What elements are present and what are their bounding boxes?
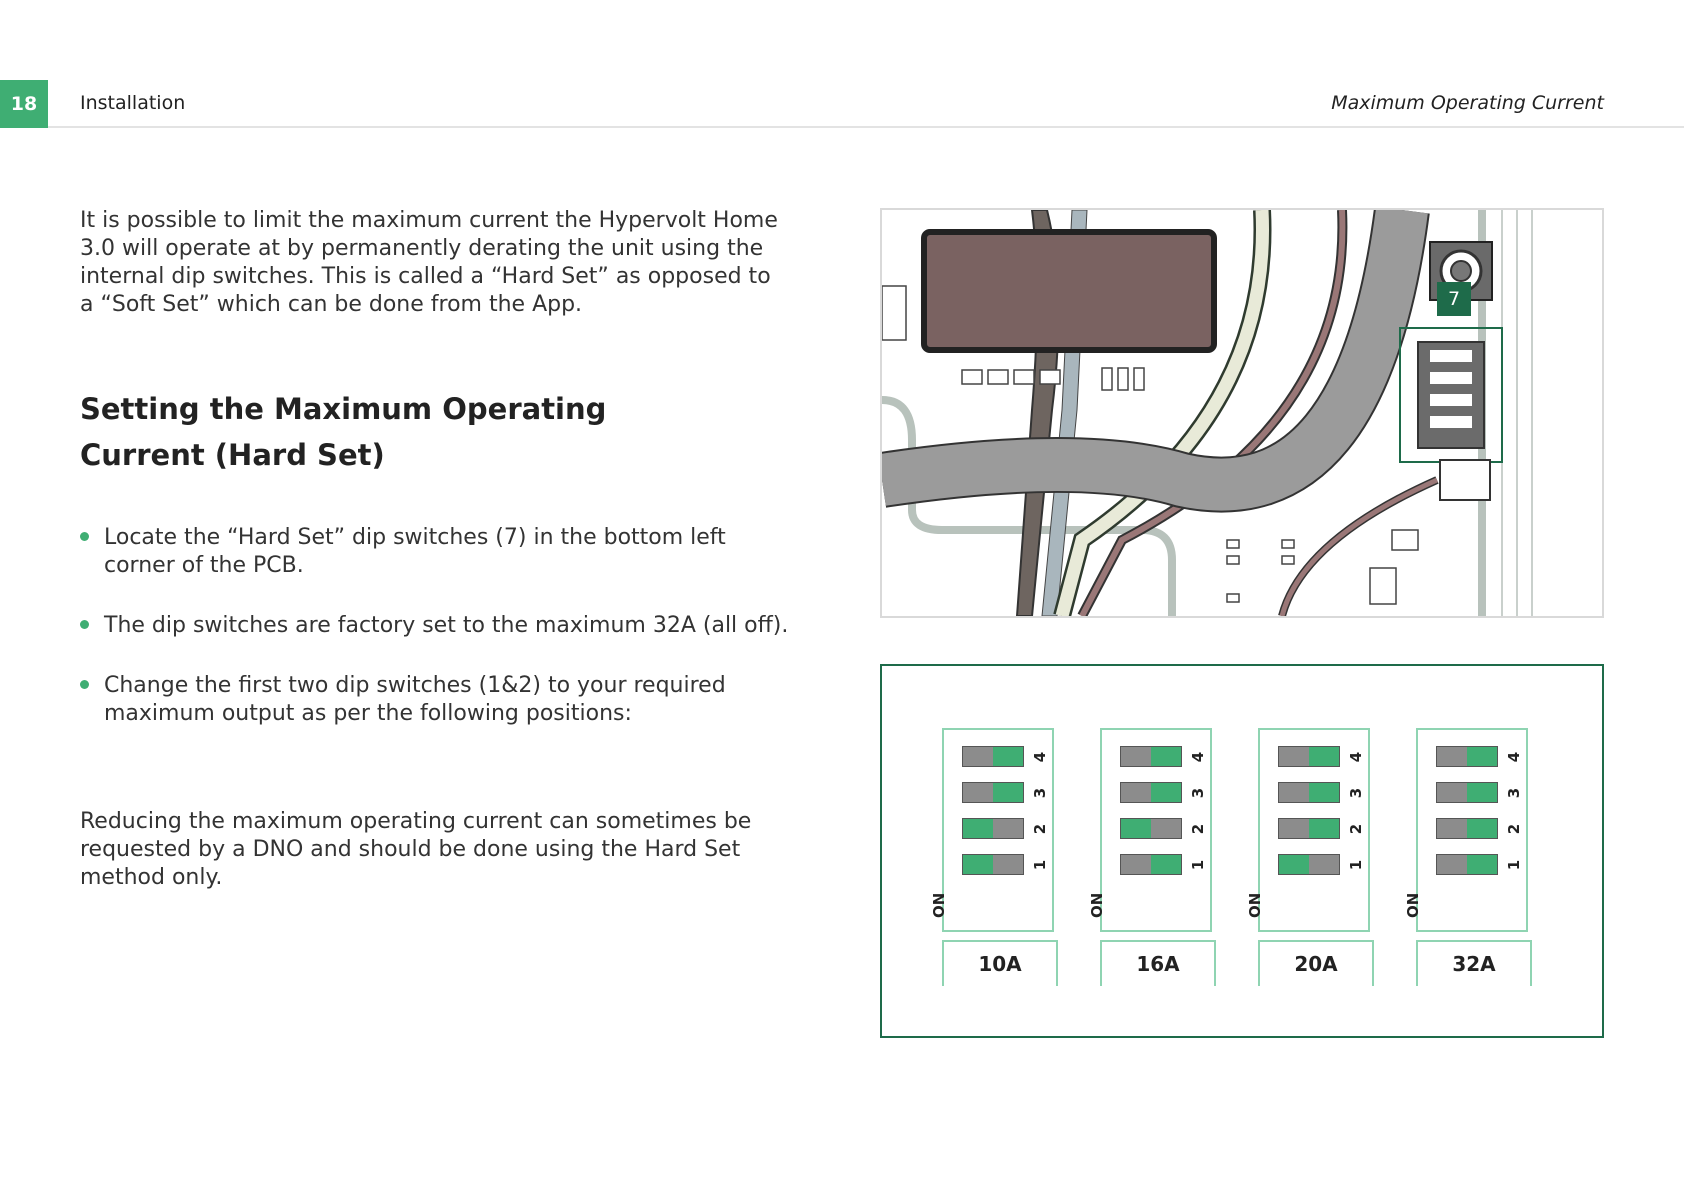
switch-number: 4 — [1505, 751, 1523, 763]
switch-number: 3 — [1505, 787, 1523, 799]
dip-switch-1 — [1436, 854, 1498, 875]
on-label: ON — [1246, 892, 1264, 918]
dip-switch-3 — [1120, 782, 1182, 803]
dip-switch-2 — [1278, 818, 1340, 839]
switch-number: 1 — [1347, 859, 1365, 871]
on-label: ON — [1088, 892, 1106, 918]
header-divider — [48, 126, 1684, 128]
dip-switch-block — [1088, 728, 1212, 932]
switch-number: 2 — [1505, 823, 1523, 835]
switch-number: 3 — [1347, 787, 1365, 799]
bullet-icon — [80, 680, 89, 689]
pcb-callout-label: 7 — [1447, 288, 1461, 310]
switch-setting-32a — [1404, 728, 1532, 986]
dip-switch-4 — [1120, 746, 1182, 767]
switch-number: 2 — [1031, 823, 1049, 835]
on-label: ON — [1404, 892, 1422, 918]
running-title: Maximum Operating Current — [1331, 92, 1604, 114]
dip-switch-panel — [880, 664, 1604, 1038]
switch-number: 3 — [1031, 787, 1049, 799]
dno-note: Reducing the maximum operating current can sometimes be requested by a DNO and should be done using the Hard Set method only. — [80, 809, 752, 890]
list-item-text: The dip switches are factory set to the maximum 32A (all off). — [104, 613, 789, 638]
dip-switch-1 — [1278, 854, 1340, 875]
dip-switch-4 — [1278, 746, 1340, 767]
switch-number: 2 — [1347, 823, 1365, 835]
switch-number: 1 — [1189, 859, 1207, 871]
amp-label: 16A — [1100, 940, 1216, 986]
amp-label: 20A — [1258, 940, 1374, 986]
bullet-icon — [80, 532, 89, 541]
dip-switch-2 — [962, 818, 1024, 839]
dip-switch-block — [1246, 728, 1370, 932]
pcb-drawing — [882, 210, 1602, 616]
dip-switch-1 — [962, 854, 1024, 875]
switch-number: 4 — [1189, 751, 1207, 763]
switch-setting-16a — [1088, 728, 1216, 986]
bullet-icon — [80, 620, 89, 629]
dip-switch-1 — [1120, 854, 1182, 875]
amp-label: 10A — [942, 940, 1058, 986]
dip-switch-2 — [1120, 818, 1182, 839]
page-heading: Setting the Maximum Operating Current (Hard Set) — [80, 392, 607, 472]
list-item — [80, 672, 794, 728]
switch-number: 4 — [1347, 751, 1365, 763]
switch-number: 4 — [1031, 751, 1049, 763]
switch-number: 2 — [1189, 823, 1207, 835]
dip-switch-3 — [1278, 782, 1340, 803]
dip-switch-block — [1404, 728, 1528, 932]
dip-switch-4 — [962, 746, 1024, 767]
switch-number: 1 — [1505, 859, 1523, 871]
list-item-text: Change the first two dip switches (1&2) to your required maximum output as per the following positions: — [104, 673, 726, 726]
on-label: ON — [930, 892, 948, 918]
switch-setting-20a — [1246, 728, 1374, 986]
dip-switch-2 — [1436, 818, 1498, 839]
dip-switch-block — [930, 728, 1054, 932]
intro-paragraph: It is possible to limit the maximum current the Hypervolt Home 3.0 will operate at by permanently derating the unit using the internal dip switches. This is called a “Hard Set” as opposed to a “Soft Set” which can be done from the App. — [80, 208, 778, 317]
list-item-text: Locate the “Hard Set” dip switches (7) in the bottom left corner of the PCB. — [104, 525, 726, 578]
section-title: Installation — [80, 92, 186, 114]
list-item — [80, 612, 804, 640]
dip-switch-3 — [962, 782, 1024, 803]
pcb-illustration — [880, 208, 1604, 618]
page-number: 18 — [0, 80, 48, 128]
switch-setting-10a — [930, 728, 1058, 986]
amp-label: 32A — [1416, 940, 1532, 986]
switch-number: 3 — [1189, 787, 1207, 799]
dip-switch-3 — [1436, 782, 1498, 803]
dip-switch-4 — [1436, 746, 1498, 767]
list-item — [80, 524, 794, 580]
switch-number: 1 — [1031, 859, 1049, 871]
